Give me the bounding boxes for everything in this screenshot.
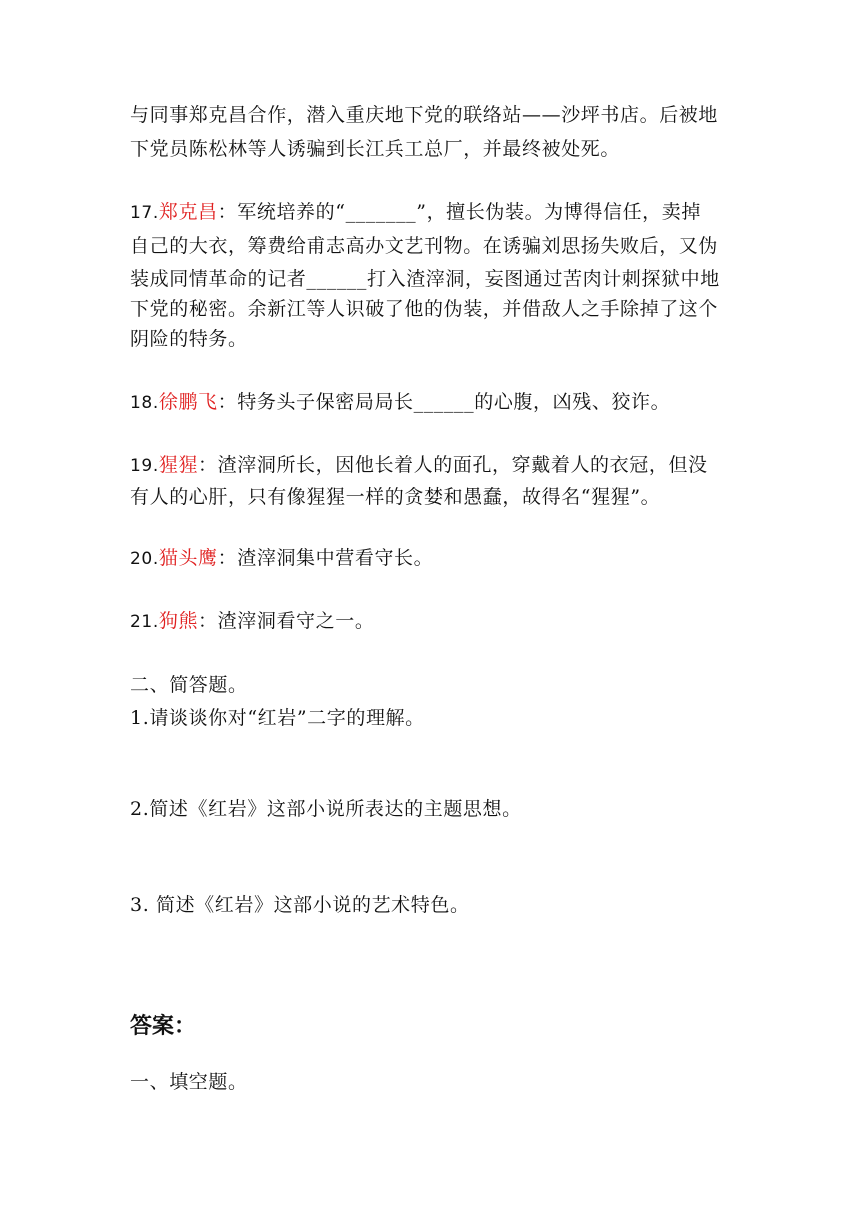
paragraph-16-line-1: 与同事郑克昌合作，潜入重庆地下党的联络站——沙坪书店。后被地 bbox=[130, 104, 719, 126]
item-17-line-5: 阴险的特务。 bbox=[130, 328, 248, 350]
item-17-line-2: 自己的大衣，筹费给甫志高办文艺刊物。在诱骗刘思扬失败后，又伪 bbox=[130, 235, 719, 257]
section-2-heading: 二、简答题。 bbox=[130, 674, 248, 696]
item-18-number: 18. bbox=[130, 393, 159, 413]
item-19-line-1 bbox=[130, 456, 740, 476]
item-17-line-4: 下党的秘密。余新江等人识破了他的伪装，并借敌人之手除掉了这个 bbox=[130, 298, 719, 320]
paragraph-16-line-2: 下党员陈松林等人诱骗到长江兵工总厂，并最终被处死。 bbox=[130, 138, 621, 160]
item-18-description: ：特务头子保密局局长______的心腹，凶残、狡诈。 bbox=[217, 391, 671, 413]
item-17-number: 17. bbox=[130, 203, 159, 223]
question-2: 2.简述《红岩》这部小说所表达的主题思想。 bbox=[130, 798, 522, 820]
item-20 bbox=[130, 549, 740, 569]
question-1: 1.请谈谈你对“红岩”二字的理解。 bbox=[130, 707, 425, 729]
item-21-number: 21. bbox=[130, 612, 159, 632]
item-20-description: ：渣滓洞集中营看守长。 bbox=[217, 547, 434, 569]
item-18 bbox=[130, 393, 740, 413]
item-19-line-2: 有人的心肝，只有像猩猩一样的贪婪和愚蠢，故得名“猩猩”。 bbox=[130, 486, 661, 508]
item-20-number: 20. bbox=[130, 549, 159, 569]
item-17-character-name: 郑克昌 bbox=[158, 201, 218, 223]
item-17-description: ：军统培养的“_______”，擅长伪装。为博得信任，卖掉 bbox=[217, 201, 701, 223]
question-3: 3. 简述《红岩》这部小说的艺术特色。 bbox=[130, 894, 470, 916]
item-17-line-1 bbox=[130, 203, 740, 223]
item-21-description: ：渣滓洞看守之一。 bbox=[198, 610, 375, 632]
item-20-character-name: 猫头鹰 bbox=[158, 547, 218, 569]
item-19-character-name: 猩猩 bbox=[158, 454, 199, 476]
item-19-number: 19. bbox=[130, 456, 159, 476]
item-21-character-name: 狗熊 bbox=[158, 610, 199, 632]
item-17-line-3: 装成同情革命的记者______打入渣滓洞，妄图通过苦肉计刺探狱中地 bbox=[130, 268, 720, 290]
item-18-character-name: 徐鹏飞 bbox=[158, 391, 218, 413]
answers-heading: 答案： bbox=[130, 1014, 197, 1039]
item-19-description: ：渣滓洞所长，因他长着人的面孔，穿戴着人的衣冠，但没 bbox=[198, 454, 708, 476]
answers-section-1-heading: 一、填空题。 bbox=[130, 1071, 248, 1093]
item-21 bbox=[130, 612, 740, 632]
